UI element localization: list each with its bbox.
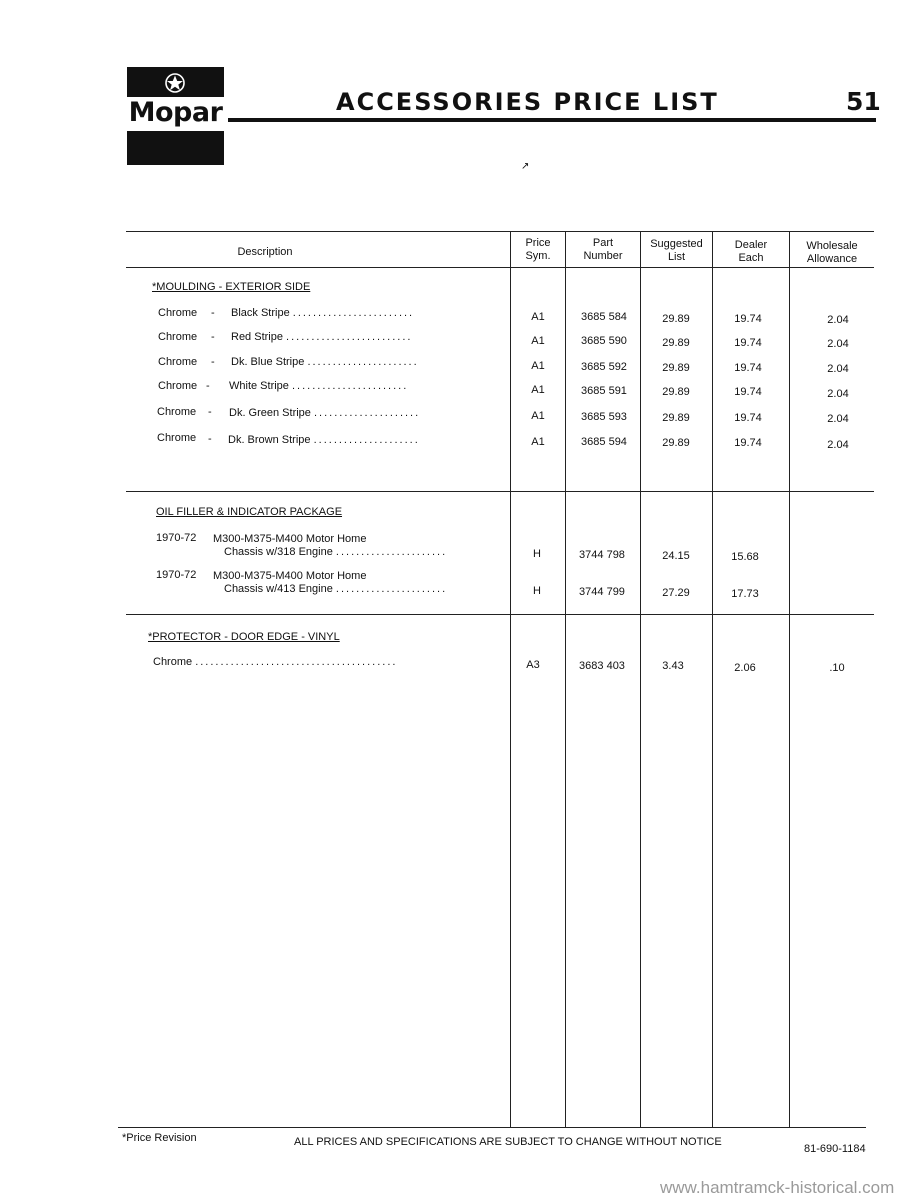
column-divider	[640, 231, 641, 1128]
footnote: *Price Revision	[122, 1132, 197, 1144]
footer-rule	[118, 1127, 866, 1128]
page-number: 51	[846, 87, 881, 116]
section-divider	[126, 614, 874, 615]
section-heading: OIL FILLER & INDICATOR PACKAGE	[156, 506, 343, 518]
price-notice: ALL PRICES AND SPECIFICATIONS ARE SUBJECT TO CHANGE WITHOUT NOTICE	[294, 1136, 722, 1148]
document-number: 81-690-1184	[804, 1143, 866, 1155]
brand-name: Mopar	[128, 97, 223, 128]
section-divider	[126, 491, 874, 492]
section-heading: *MOULDING - EXTERIOR SIDE	[152, 281, 311, 293]
column-divider	[789, 231, 790, 1128]
col-header-suggested-list: Suggested List	[650, 238, 703, 263]
pentastar-icon	[160, 71, 190, 95]
header-bottom-rule	[126, 267, 874, 268]
stray-mark: ↗	[521, 161, 530, 172]
col-header-description: Description	[237, 246, 293, 258]
watermark: www.hamtramck-historical.com	[660, 1178, 895, 1197]
col-header-price-sym: Price Sym.	[525, 237, 551, 262]
col-header-dealer-each: Dealer Each	[734, 239, 768, 264]
column-divider	[712, 231, 713, 1128]
title-rule	[228, 118, 876, 122]
col-header-wholesale-allowance: Wholesale Allowance	[806, 240, 858, 265]
section-heading: *PROTECTOR - DOOR EDGE - VINYL	[148, 631, 340, 643]
table-top-rule	[126, 231, 874, 232]
page-title: ACCESSORIES PRICE LIST	[336, 88, 719, 116]
col-header-part-number: Part Number	[583, 237, 623, 262]
